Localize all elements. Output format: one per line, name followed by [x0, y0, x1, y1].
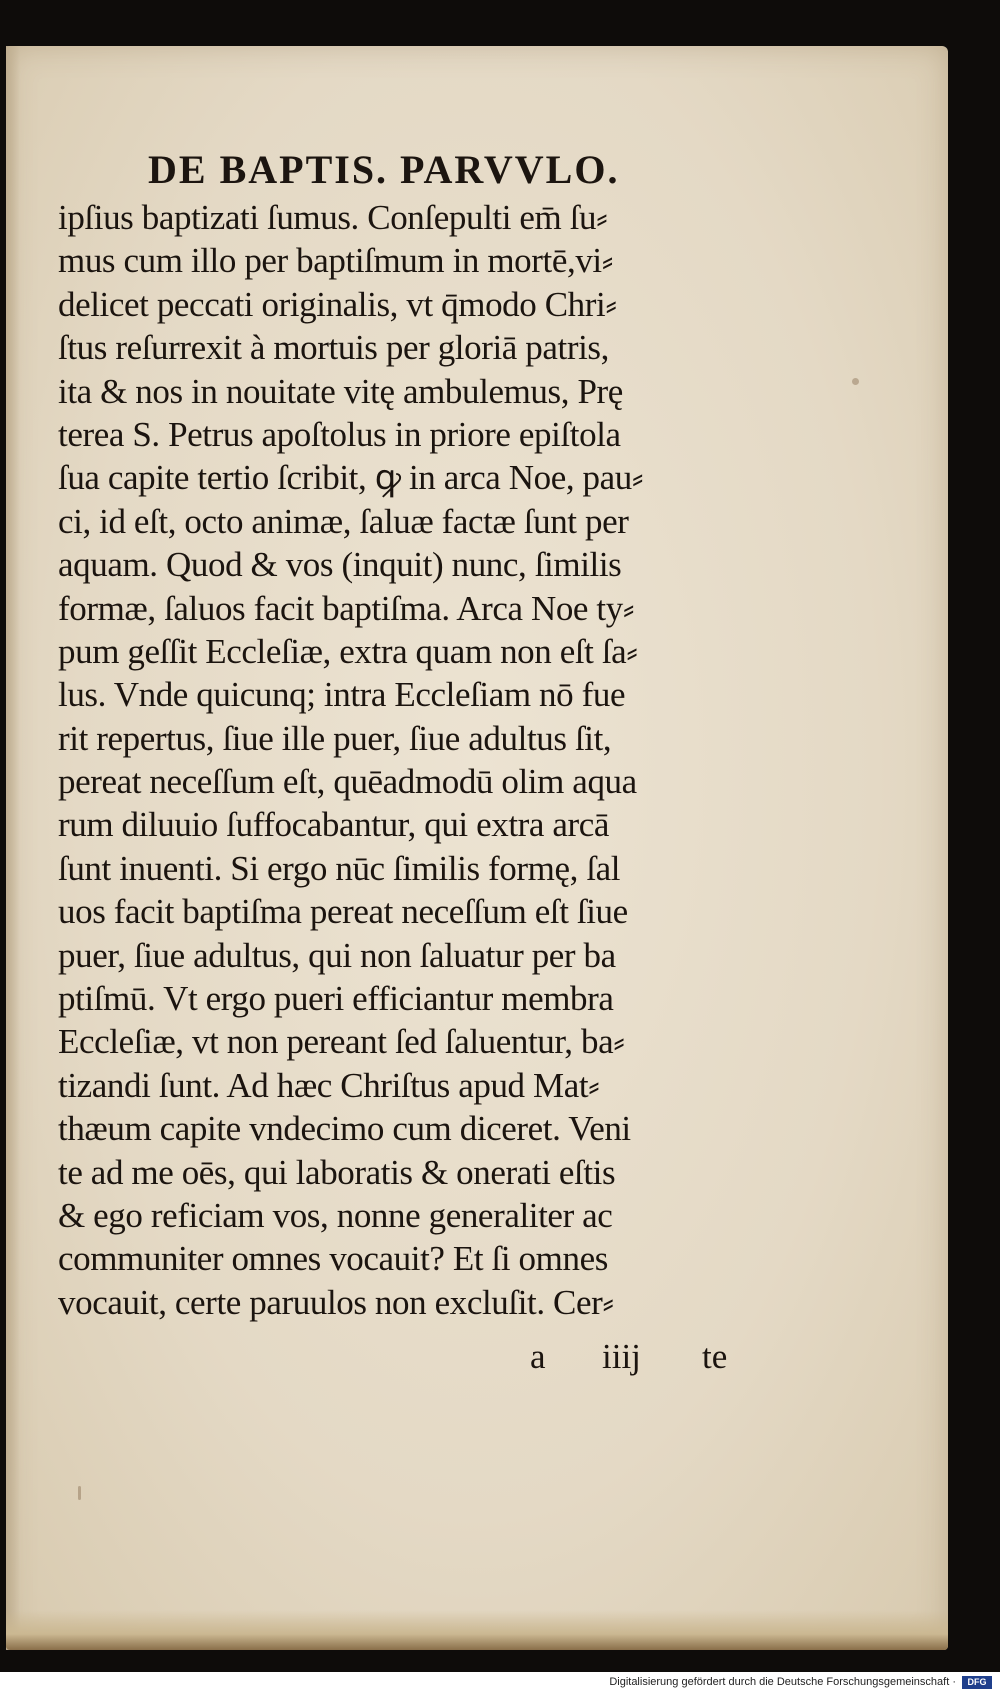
text-line: ſtus reſurrexit à mortuis per gloriā patris,: [58, 328, 609, 368]
text-line: thæum capite vndecimo cum diceret. Veni: [58, 1109, 631, 1149]
page-bottom-edge: [6, 1610, 948, 1650]
text-line: tizandi ſunt. Ad hæc Chriſtus apud Mat⸗: [58, 1065, 600, 1105]
catchword: te: [702, 1337, 728, 1376]
text-line: lus. Vnde quicunq; intra Eccleſiam nō fue: [58, 675, 626, 715]
text-line: delicet peccati originalis, vt q̄modo Chri⸗: [58, 284, 617, 324]
text-line: vocauit, certe paruulos non excluſit. Cer⸗: [58, 1282, 614, 1322]
text-line: Eccleſiæ, vt non pereant ſed ſaluentur, ba⸗: [58, 1022, 625, 1062]
text-line: aquam. Quod & vos (inquit) nunc, ſimilis: [58, 545, 622, 585]
funding-credit: Digitalisierung gefördert durch die Deutsche Forschungsgemeinschaft ·: [609, 1676, 956, 1688]
text-line: ſunt inuenti. Si ergo nūc ſimilis formę, ſal: [58, 848, 621, 888]
text-line: rit repertus, ſiue ille puer, ſiue adultus ſit,: [58, 718, 612, 758]
text-line: pum geſſit Eccleſiæ, extra quam non eſt ſa⸗: [58, 631, 638, 671]
text-body: [58, 196, 738, 1324]
dfg-logo: DFG: [962, 1676, 992, 1689]
digitization-footer: [0, 1672, 1000, 1694]
text-line: puer, ſiue adultus, qui non ſaluatur per ba: [58, 935, 616, 975]
text-line: ptiſmū. Vt ergo pueri efficiantur membra: [58, 979, 614, 1019]
page-gutter-shadow: [6, 46, 20, 1650]
text-line: te ad me oēs, qui laboratis & onerati eſtis: [58, 1152, 616, 1192]
foxing-spot: [78, 1486, 81, 1500]
text-line: mus cum illo per baptiſmum in mortē,vi⸗: [58, 241, 614, 281]
text-line: ita & nos in nouitate vitę ambulemus, Prę: [58, 371, 623, 411]
text-line: & ego reficiam vos, nonne generaliter ac: [58, 1195, 613, 1235]
signature-letter: a: [530, 1337, 546, 1376]
text-line: pereat neceſſum eſt, quēadmodū olim aqua: [58, 762, 637, 802]
text-line: ipſius baptizati ſumus. Conſepulti em̄ ſu⸗: [58, 198, 608, 237]
text-line: terea S. Petrus apoſtolus in priore epiſtola: [58, 414, 621, 454]
text-line: uos facit baptiſma pereat neceſſum eſt ſiue: [58, 892, 628, 932]
foxing-spot: [852, 378, 859, 385]
text-line: ci, id eſt, octo animæ, ſaluæ factæ ſunt per: [58, 501, 629, 541]
signature-number: iiij: [602, 1337, 641, 1376]
running-head: DE BAPTIS. PARVVLO.: [148, 147, 620, 192]
text-line: communiter omnes vocauit? Et ſi omnes: [58, 1239, 608, 1279]
text-line: rum diluuio ſuffocabantur, qui extra arcā: [58, 805, 610, 845]
signature-line: [530, 1335, 740, 1379]
text-line: ſua capite tertio ſcribit, ꝙ in arca Noe, pau⸗: [58, 458, 644, 498]
text-line: formæ, ſaluos facit baptiſma. Arca Noe ty⸗: [58, 588, 635, 628]
